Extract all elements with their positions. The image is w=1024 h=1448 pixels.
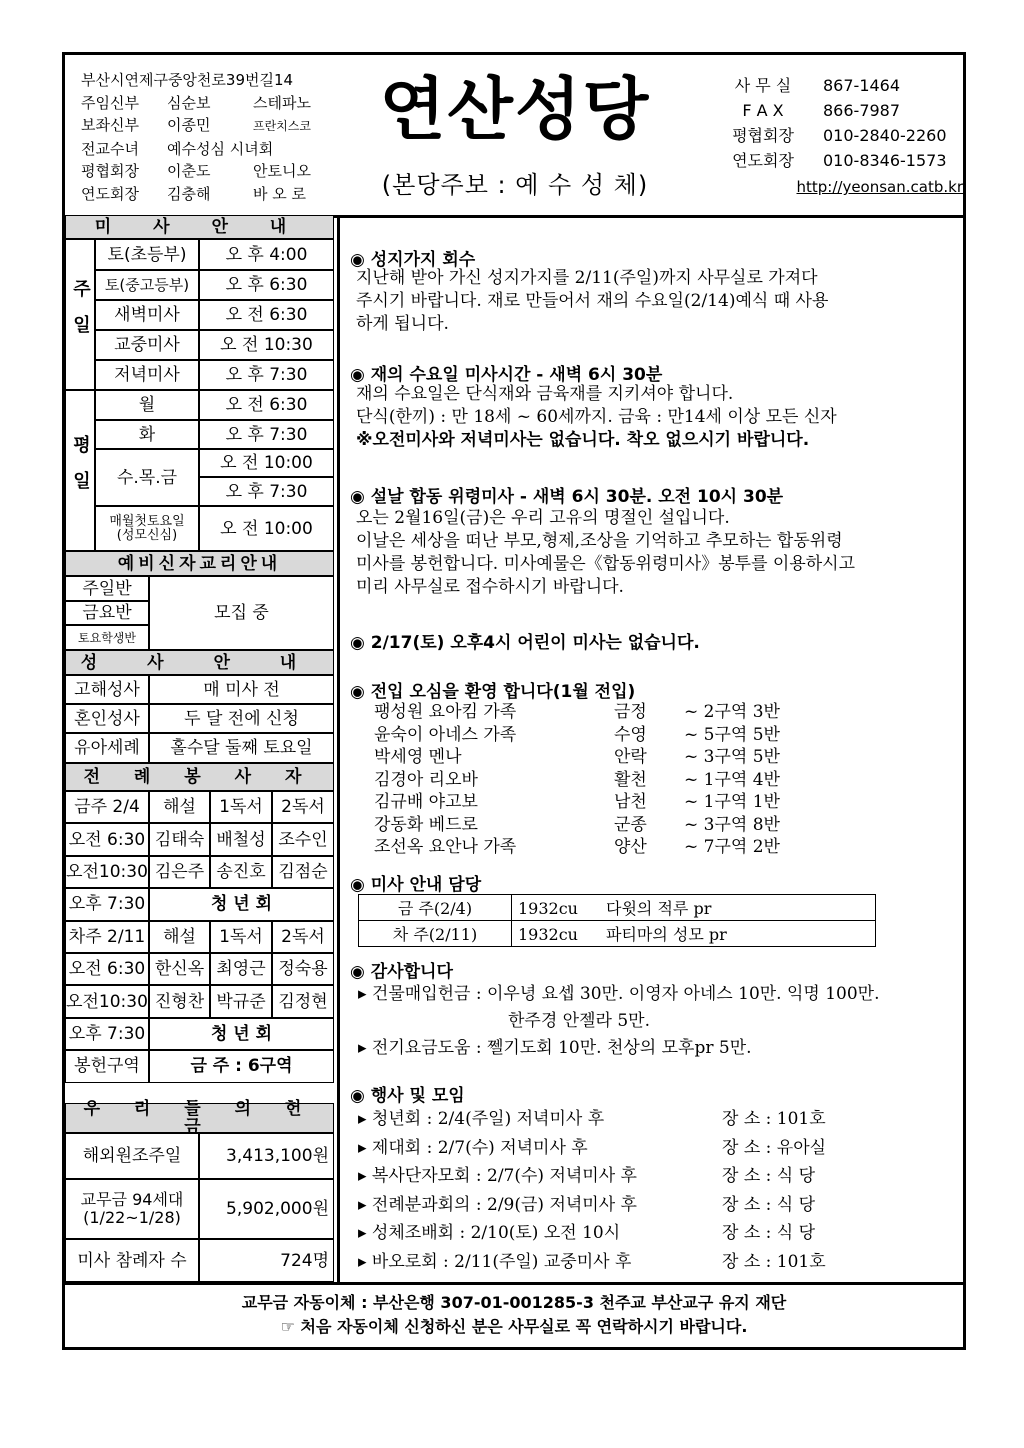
server-name: 최영근 [210,953,272,985]
thanks-list: ▸ 건물매입헌금 : 이우녕 요셉 30만. 이영자 아네스 10만. 익명 100만. 한주경 안젤라 5만. ▸ 전기요금도움 : 쩰기도회 10만. 천상의 모후pr 5만. [358,984,880,1058]
notice-title: ◉ 전입 오심을 환영 합니다(1월 전입) [350,682,636,702]
page-title: 연산성당 [379,71,651,150]
notice-body: 오는 2월16일(금)은 우리 고유의 명절인 설입니다. 이날은 세상을 떠난 부모,형제,조상을 기억하고 추모하는 합동위령 미사를 봉헌합니다. 미사예물은《합동위령미사》봉투를 이용하시고 미리 사무실로 접수하시기 바랍니다. [356,508,856,597]
sunday-label: 주일 [65,239,95,390]
mass-time: 오 전 10:00 [199,449,334,477]
notice-body: 재의 수요일은 단식재와 금육재를 지키셔야 합니다. 단식(한끼) : 만 18세 ~ 60세까지. 금육 : 만14세 이상 모든 신자 ※오전미사와 저녁미사는 없습니다. 착오 없으시기 바랍니다. [356,384,837,450]
mass-name: 월 [95,390,199,420]
sacrament-info: 매 미사 전 [149,675,334,704]
clergy-row: 보좌신부 이종민 프란치스코 [81,116,311,134]
server-name: 1독서 [210,791,272,823]
sacrament-name: 유아세례 [65,733,149,763]
notice-title: ◉ 감사합니다 [350,962,453,982]
contact-notice: ☞ 처음 자동이체 신청하신 분은 사무실로 꼭 연락하시기 바랍니다. [280,1317,748,1336]
clergy-row: 전교수녀 예수성심 시녀회 [81,139,274,158]
server-time: 봉헌구역 [65,1050,149,1082]
mass-name: 화 [95,420,199,449]
list-item: ▸ 성체조배회 : 2/10(토) 오전 10시 장 소 : 식 당 [358,1223,816,1243]
contact-list [715,73,963,200]
newcomer-list [374,701,780,859]
mass-name: 저녁미사 [95,360,199,390]
mass-schedule-title: 미 사 안 내 [65,215,334,239]
server-time: 오전10:30 [65,856,149,888]
list-item: ▸ 청년회 : 2/4(주일) 저녁미사 후 장 소 : 101호 [358,1109,826,1129]
list-item: 김규배 야고보 남천 ~ 1구역 1반 [374,792,780,812]
server-name: 박규준 [210,985,272,1017]
mass-time: 오 전 10:00 [199,506,334,551]
mass-name: 매월첫토요일(성모신심) [95,506,199,551]
offering-amount: 5,902,000원 [199,1179,334,1239]
weekday-label: 평일 [65,390,95,551]
list-item: ▸ 전례분과회의 : 2/9(금) 저녁미사 후 장 소 : 식 당 [358,1194,816,1215]
mass-name: 새벽미사 [95,300,199,330]
class-name: 금요반 [65,601,149,625]
contact-row: 연도회장 010-8346-1573 [732,151,947,170]
server-name: 배철성 [210,823,272,855]
mass-time: 오 후 7:30 [199,360,334,390]
server-group: 청 년 회 [149,1018,334,1050]
mass-name: 수.목.금 [95,449,199,506]
offering-title: 우 리 들 의 헌 금 [65,1103,334,1133]
mass-guide-table [358,894,876,947]
sacrament-title: 성 사 안 내 [65,650,334,675]
mass-name: 교중미사 [95,330,199,360]
notice-title: ◉ 재의 수요일 미사시간 - 새벽 6시 30분 [350,365,663,385]
server-name: 김정현 [272,985,334,1017]
server-name: 2독서 [272,921,334,953]
offering-name: 해외원조주일 [65,1133,199,1179]
list-item: 강동화 베드로 군종 ~ 3구역 8반 [374,814,780,835]
server-name: 김점순 [272,856,334,888]
mass-time: 오 후 7:30 [199,420,334,449]
address: 부산시연제구중앙천로39번길14 [81,71,294,89]
table-row: 금 주(2/4) 1932cu 다윗의 적루 pr [359,895,876,921]
sacrament-info: 홀수달 둘째 토요일 [149,733,334,763]
offering-name: 미사 참례자 수 [65,1239,199,1282]
mass-time: 오 전 10:30 [199,330,334,360]
mass-name: 토(중고등부) [95,270,199,300]
class-name: 주일반 [65,576,149,601]
notice-title: ◉ 행사 및 모임 [350,1086,465,1106]
server-name: 한신옥 [149,953,210,985]
list-item: ▸ 바오로회 : 2/11(주일) 교중미사 후 장 소 : 101호 [358,1251,826,1272]
mass-time: 오 전 6:30 [199,300,334,330]
event-list [358,1105,826,1276]
server-name: 해설 [149,921,210,953]
notice-title: ◉ 미사 안내 담당 [350,875,482,895]
offering-name: 교무금 94세대 (1/22~1/28) [65,1179,199,1239]
list-item: 윤숙이 아네스 가족 수영 ~ 5구역 5반 [374,724,780,745]
class-name: 토요학생반 [65,625,149,650]
contact-row: F A X 866-7987 [742,101,901,120]
clergy-row: 연도회장 김충해 바 오 로 [81,184,307,203]
list-item: 조선옥 요안나 가족 양산 ~ 7구역 2반 [374,837,780,857]
server-group: 금 주 : 6구역 [149,1050,334,1082]
notice-title: ◉ 성지가지 회수 [350,250,476,270]
server-time: 오후 7:30 [65,888,149,920]
sacrament-info: 두 달 전에 신청 [149,704,334,733]
header [65,55,963,218]
server-name: 조수인 [272,823,334,855]
list-item: 박세영 멘나 안락 ~ 3구역 5반 [374,747,780,767]
offering-amount: 3,413,100원 [199,1133,334,1179]
server-time: 오전 6:30 [65,953,149,985]
notice-body: 지난해 받아 가신 성지가지를 2/11(주일)까지 사무실로 가져다 주시기 바랍니다. 재로 만들어서 재의 수요일(2/14)예식 때 사용 하게 됩니다. [356,268,829,334]
server-name: 송진호 [210,856,272,888]
list-item: 팽성원 요아킴 가족 금정 ~ 2구역 3반 [374,702,780,722]
mass-name: 토(초등부) [95,239,199,270]
mass-time: 오 후 4:00 [199,239,334,270]
contact-row: 평협회장 010-2840-2260 [732,126,947,145]
list-item: 김경아 리오바 활천 ~ 1구역 4반 [374,769,780,790]
sacrament-name: 혼인성사 [65,704,149,733]
mass-time: 오 후 7:30 [199,477,334,506]
server-time: 금주 2/4 [65,791,149,823]
server-name: 정숙용 [272,953,334,985]
website-link[interactable]: http://yeonsan.catb.kr [796,178,963,196]
mass-time: 오 후 6:30 [199,270,334,300]
guide-cell: 1932cu 파티마의 성모 pr [512,921,876,947]
server-group: 청 년 회 [149,888,334,920]
server-name: 2독서 [272,791,334,823]
clergy-list [81,69,311,205]
catechumen-title: 예비신자교리안내 [65,551,334,576]
mass-time: 오 전 6:30 [199,390,334,420]
sacrament-name: 고해성사 [65,675,149,704]
footer [65,1282,963,1347]
table-row: 차 주(2/11) 1932cu 파티마의 성모 pr [359,921,876,947]
notice-warning: ※오전미사와 저녁미사는 없습니다. 착오 없으시기 바랍니다. [356,430,810,450]
notice-title: ◉ 설날 합동 위령미사 - 새벽 6시 30분. 오전 10시 30분 [350,487,784,507]
bulletin-frame [62,52,966,1350]
offering-amount: 724명 [199,1239,334,1282]
sidebar [65,215,340,1282]
notices [340,215,963,1282]
bank-transfer-info: 교무금 자동이체 : 부산은행 307-01-001285-3 천주교 부산교구 유지 재단 [241,1293,787,1312]
server-time: 오후 7:30 [65,1018,149,1050]
server-name: 진형찬 [149,985,210,1017]
list-item: ▸ 복사단자모회 : 2/7(수) 저녁미사 후 장 소 : 식 당 [358,1166,816,1186]
server-name: 김태숙 [149,823,210,855]
catechumen-status: 모집 중 [149,576,334,650]
notice-title: ◉ 2/17(토) 오후4시 어린이 미사는 없습니다. [350,633,700,653]
guide-cell: 1932cu 다윗의 적루 pr [512,895,876,921]
server-name: 해설 [149,791,210,823]
clergy-row: 주임신부 심순보 스테파노 [81,93,311,112]
server-time: 오전 6:30 [65,823,149,855]
server-time: 차주 2/11 [65,921,149,953]
server-name: 1독서 [210,921,272,953]
server-time: 오전10:30 [65,985,149,1017]
page-subtitle: (본당주보 : 예 수 성 체) [381,171,649,199]
server-name: 김은주 [149,856,210,888]
list-item: ▸ 제대회 : 2/7(수) 저녁미사 후 장 소 : 유아실 [358,1137,827,1158]
contact-row: 사 무 실 867-1464 [734,76,901,95]
servers-title: 전 례 봉 사 자 [65,763,334,791]
clergy-row: 평협회장 이춘도 안토니오 [81,162,311,180]
